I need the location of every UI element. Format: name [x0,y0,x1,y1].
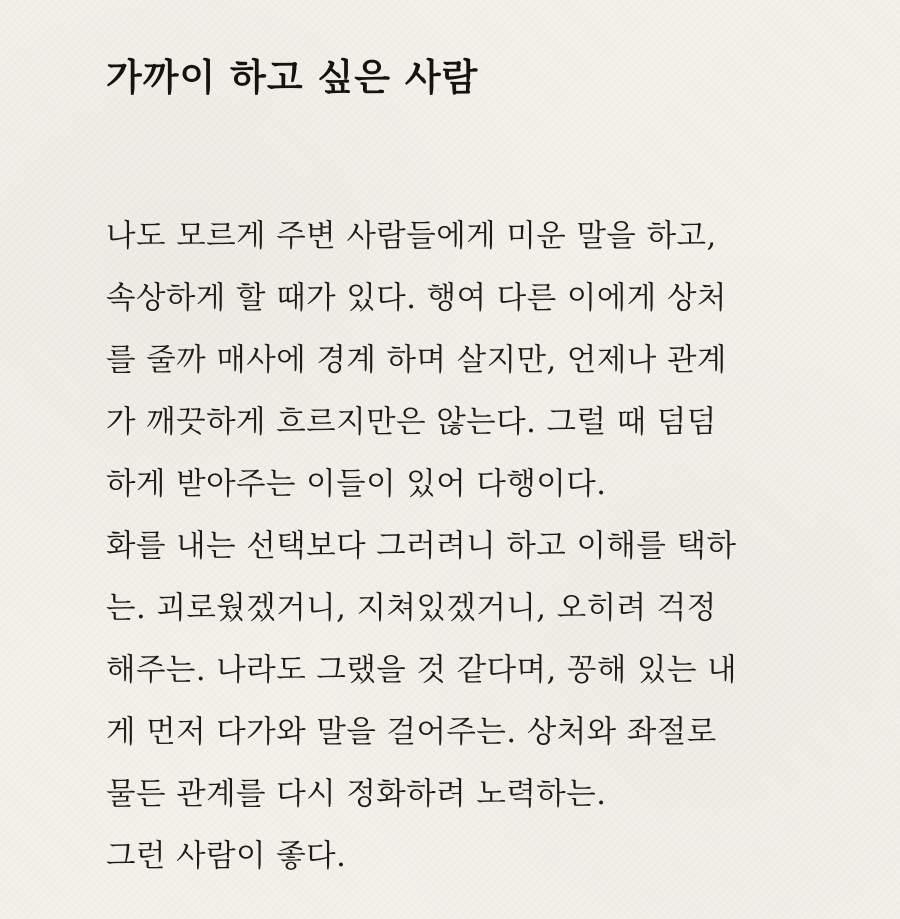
text-line: 물든 관계를 다시 정화하려 노력하는. [106,777,607,812]
text-line: 하게 받아주는 이들이 있어 다행이다. [106,467,607,502]
text-line: 화를 내는 선택보다 그러려니 하고 이해를 택하 [106,529,737,564]
text-line: 속상하게 할 때가 있다. 행여 다른 이에게 상처 [106,281,727,316]
text-line: 게 먼저 다가와 말을 걸어주는. 상처와 좌절로 [106,715,717,750]
text-line: 를 줄까 매사에 경계 하며 살지만, 언제나 관계 [106,343,727,378]
document-title: 가까이 하고 싶은 사람 [106,56,479,99]
text-line: 가 깨끗하게 흐르지만은 않는다. 그럴 때 덤덤 [106,405,717,440]
text-line: 해주는. 나라도 그랬을 것 같다며, 꽁해 있는 내 [106,653,738,688]
text-line: 그런 사람이 좋다. [106,839,347,874]
text-line: 는. 괴로웠겠거니, 지쳐있겠거니, 오히려 걱정 [106,591,717,626]
text-line: 나도 모르게 주변 사람들에게 미운 말을 하고, [106,219,717,254]
document-body [106,206,806,888]
